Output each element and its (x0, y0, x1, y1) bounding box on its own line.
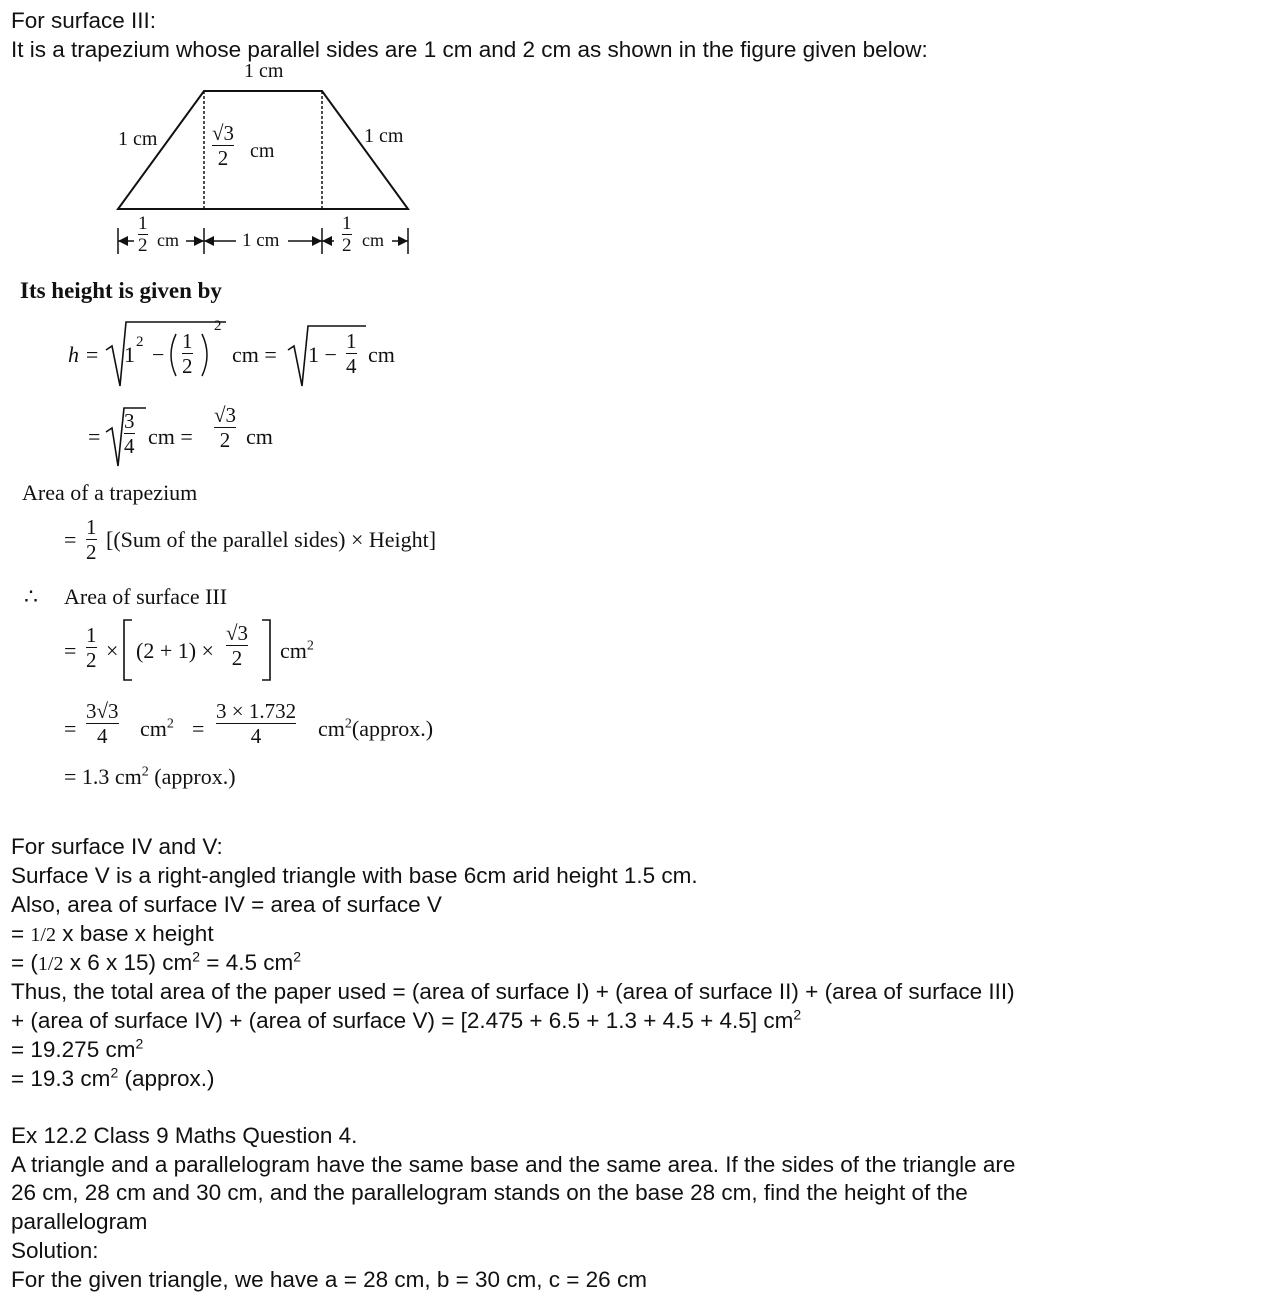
fig-bottom-right-unit: cm (362, 230, 384, 250)
h-one-minus: 1 − (308, 342, 337, 367)
a4-unit: $cm^2$ (280, 638, 314, 663)
eq4-equals: = (64, 638, 77, 663)
a5-unit: $cm^2$ (140, 716, 174, 741)
fig-left-side-label: 1 cm (118, 128, 158, 150)
surface-iii-intro: It is a trapezium whose parallel sides are 1 cm and 2 cm as shown in the figure given below: (11, 37, 928, 62)
fig-height-fraction: √3 2 (212, 121, 235, 170)
a5-equals: = (192, 716, 205, 741)
eq2-cm-equals: cm = (148, 424, 193, 449)
height-heading: Its height is given by (20, 278, 222, 303)
eq2-equals: = (88, 424, 101, 449)
therefore-symbol: ∴ (24, 584, 38, 609)
question-4-title: Ex 12.2 Class 9 Maths Question 4. (11, 1123, 358, 1148)
fig-top-label: 1 cm (244, 60, 284, 82)
total-area-result: = 19.275 $cm^2$ (11, 1035, 144, 1062)
area-trapezium-heading: Area of a trapezium (22, 480, 198, 505)
area-formula-line: = 1/2 x base x height (11, 921, 214, 946)
question-4-text-3: parallelogram (11, 1209, 148, 1234)
h-cm: cm (368, 342, 395, 367)
area-formula: [(Sum of the parallel sides) × Height] (106, 527, 437, 552)
h-minus: − (152, 342, 165, 367)
h-cm-equals: cm = (232, 342, 277, 367)
fig-height-unit: cm (250, 140, 275, 162)
surface-iii-heading: For surface III: (11, 8, 157, 33)
fig-bottom-left-unit: cm (157, 230, 179, 250)
h-variable: h = (68, 342, 100, 367)
a5-fraction: 3√3 4 (86, 699, 119, 748)
result-line: = 1.3 $cm^2$ (approx.) (64, 764, 236, 789)
a4-half-fraction: 1 2 (86, 623, 97, 672)
fig-bottom-right-fraction: 1 2 (342, 213, 352, 256)
area-equality-line: Also, area of surface IV = area of surface V (11, 892, 442, 917)
area-surface-iii-heading: Area of surface III (64, 584, 228, 609)
root3-over-2: √3 2 (214, 403, 237, 452)
eq3-equals: = (64, 527, 77, 552)
a4-root3-fraction: √3 2 (226, 621, 249, 670)
a5b-fraction: 3 × 1.732 4 (216, 699, 297, 748)
question-4-text-1: A triangle and a parallelogram have the same base and the same area. If the sides of the triangle are (11, 1152, 1016, 1177)
fig-bottom-left-fraction: 1 2 (138, 213, 148, 256)
area-half-fraction: 1 2 (86, 515, 97, 564)
a4-inner: (2 + 1) × (136, 638, 214, 663)
a4-times: × (106, 638, 119, 663)
fig-right-side-label: 1 cm (364, 125, 404, 147)
h-half-exponent: 2 (214, 318, 222, 334)
h-quarter-fraction: 1 4 (346, 329, 357, 378)
area-calc-line: = (1/2 x 6 x 15) $cm^2 = 4.5$ $cm^2$ (11, 948, 302, 975)
h-half-fraction: 1 2 (182, 329, 193, 378)
surface-v-description: Surface V is a right-angled triangle with base 6cm arid height 1.5 cm. (11, 863, 698, 888)
solution-label: Solution: (11, 1238, 99, 1263)
eq2-cm: cm (246, 424, 273, 449)
total-area-line-1: Thus, the total area of the paper used = (area of surface I) + (area of surface II) + (area of surface III) (11, 979, 1015, 1004)
total-area-approx: = 19.3 $cm^2$ (approx.) (11, 1064, 215, 1091)
brackets (0, 0, 520, 700)
solution-line-1: For the given triangle, we have a = 28 cm, b = 30 cm, c = 26 cm (11, 1267, 647, 1292)
question-4-text-2: 26 cm, 28 cm and 30 cm, and the parallelogram stands on the base 28 cm, find the height of the (11, 1180, 968, 1205)
h-one: 1 (124, 342, 135, 367)
fig-bottom-mid-label: 1 cm (242, 230, 280, 251)
scanned-solution-image (0, 0, 520, 800)
sqrt-three-quarters: 3 4 (124, 409, 135, 458)
h-exponent: 2 (136, 334, 144, 350)
surface-iv-v-heading: For surface IV and V: (11, 834, 223, 859)
total-area-line-2: + (area of surface IV) + (area of surface V) = [2.475 + 6.5 + 1.3 + 4.5 + 4.5] $cm^2$ (11, 1006, 802, 1033)
eq5-equals: = (64, 716, 77, 741)
a5-tail: $cm^2(approx.)$ (318, 716, 434, 741)
